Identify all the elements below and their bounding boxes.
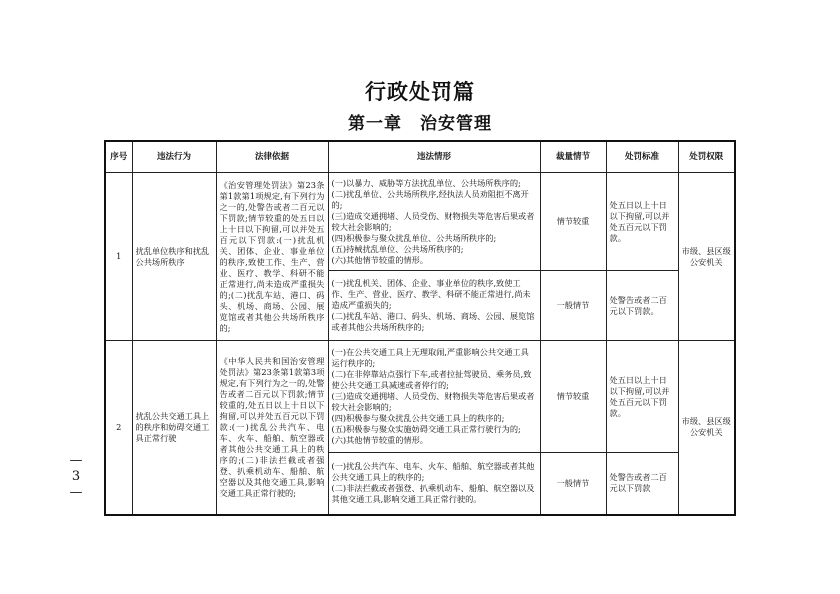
situation-line: (四)积极参与聚众扰乱公共交通工具上的秩序的; (331, 413, 505, 423)
table-header-row (105, 141, 735, 173)
col-header-no: 序号 (105, 141, 132, 173)
situation-line: (一)在公共交通工具上无理取闹,严重影响公共交通工具运行秩序的; (331, 347, 529, 368)
row-standard: 处五日以上十日以下拘留,可以并处五百元以下罚款。 (606, 341, 678, 453)
chapter-title: 第一章 治安管理 (348, 114, 492, 134)
situation-line: (一)扰乱公共汽车、电车、火车、船舶、航空器或者其他公共交通工具上的秩序的; (331, 461, 535, 483)
situation-line: (二)扰乱单位、公共场所秩序,经执法人员劝阻拒不离开的; (331, 188, 529, 210)
row-basis: 《治安管理处罚法》第23条第1款第1项规定,有下列行为之一的,处警告或者二百元以下罚款;情节较重的处五日以上十日以下拘留,可以并处五百元以下罚款:(一)扰乱机关、团体、企业、事业单位的秩序,致使工作、生产、营业、医疗、教学、科研不能正常进行,尚未造成严重损失的;(二)扰乱车站、港口、码头、机场、商场、公园、展览馆或者其他公共场所秩序的; (216, 173, 328, 341)
row-level: 情节较重 (540, 341, 606, 453)
row-situations (328, 341, 540, 453)
row-no: 1 (105, 173, 132, 341)
situation-line: (六)其他情节较重的情形。 (331, 254, 428, 265)
table-row (105, 173, 735, 271)
row-authority: 市级、县区级公安机关 (678, 173, 735, 341)
row-situations (328, 173, 540, 271)
table-row (105, 341, 735, 453)
col-header-basis: 法律依据 (216, 141, 328, 173)
col-header-level: 裁量情节 (540, 141, 606, 173)
situation-line: (五)积极参与聚众实施妨碍交通工具正常行驶行为的; (331, 424, 521, 434)
row-standard: 处五日以上十日以下拘留,可以并处五百元以下罚款。 (606, 173, 678, 271)
row-situations (328, 271, 540, 341)
page-number-dash-top: — (69, 453, 83, 468)
row-level: 一般情节 (540, 271, 606, 341)
situation-line: (三)造成交通拥堵、人员受伤、财物损失等危害后果或者较大社会影响的; (331, 210, 535, 232)
row-act: 扰乱单位秩序和扰乱公共场所秩序 (132, 173, 216, 341)
row-basis: 《中华人民共和国治安管理处罚法》第23条第1款第3项规定,有下列行为之一的,处警告或者二百元以下罚款;情节较重的,处五日以上十日以下拘留,可以并处五百元以下罚款:(一)扰乱公共汽车、电车、火车、船舶、航空器或者其他公共交通工具上的秩序的;(二)非法拦截或者强登、扒乘机动车、船舶、航空器以及其他交通工具,影响交通工具正常行驶的; (216, 341, 328, 515)
penalty-table (104, 140, 736, 516)
row-level: 情节较重 (540, 173, 606, 271)
page-number-value: 3 (71, 469, 81, 484)
col-header-authority: 处罚权限 (678, 141, 735, 173)
page-number (64, 453, 88, 501)
col-header-standard: 处罚标准 (606, 141, 678, 173)
situation-line: (二)扰乱车站、港口、码头、机场、商场、公园、展览馆或者其他公共场所秩序的; (331, 311, 535, 332)
situation-line: (五)持械扰乱单位、公共场所秩序的; (331, 243, 464, 254)
situation-line: (四)积极参与聚众扰乱单位、公共场所秩序的; (331, 232, 497, 243)
situation-line: (六)其他情节较重的情形。 (331, 435, 428, 445)
situation-line: (一)以暴力、威胁等方法扰乱单位、公共场所秩序的; (331, 177, 521, 188)
row-act: 扰乱公共交通工具上的秩序和妨碍交通工具正常行驶 (132, 341, 216, 515)
row-authority: 市级、县区级公安机关 (678, 341, 735, 515)
situation-line: (二)非法拦截或者强登、扒乘机动车、船舶、航空器以及其他交通工具,影响交通工具正常行驶的。 (331, 483, 535, 505)
row-standard: 处警告或者二百元以下罚款。 (606, 271, 678, 341)
page-number-dash-bottom: — (69, 485, 83, 500)
row-no: 2 (105, 341, 132, 515)
row-level: 一般情节 (540, 453, 606, 515)
col-header-situation: 违法情形 (328, 141, 540, 173)
col-header-act: 违法行为 (132, 141, 216, 173)
row-situations (328, 453, 540, 515)
situation-line: (一)扰乱机关、团体、企业、事业单位的秩序,致使工作、生产、营业、医疗、教学、科研不能正常进行,尚未造成严重损失的; (331, 278, 531, 310)
page-title: 行政处罚篇 (365, 79, 475, 104)
row-standard: 处警告或者二百元以下罚款 (606, 453, 678, 515)
situation-line: (三)造成交通拥堵、人员受伤、财物损失等危害后果或者较大社会影响的; (331, 391, 535, 412)
situation-line: (二)在非停靠站点强行下车,或者拉扯驾驶员、乘务员,致使公共交通工具减速或者停行的; (331, 369, 532, 390)
